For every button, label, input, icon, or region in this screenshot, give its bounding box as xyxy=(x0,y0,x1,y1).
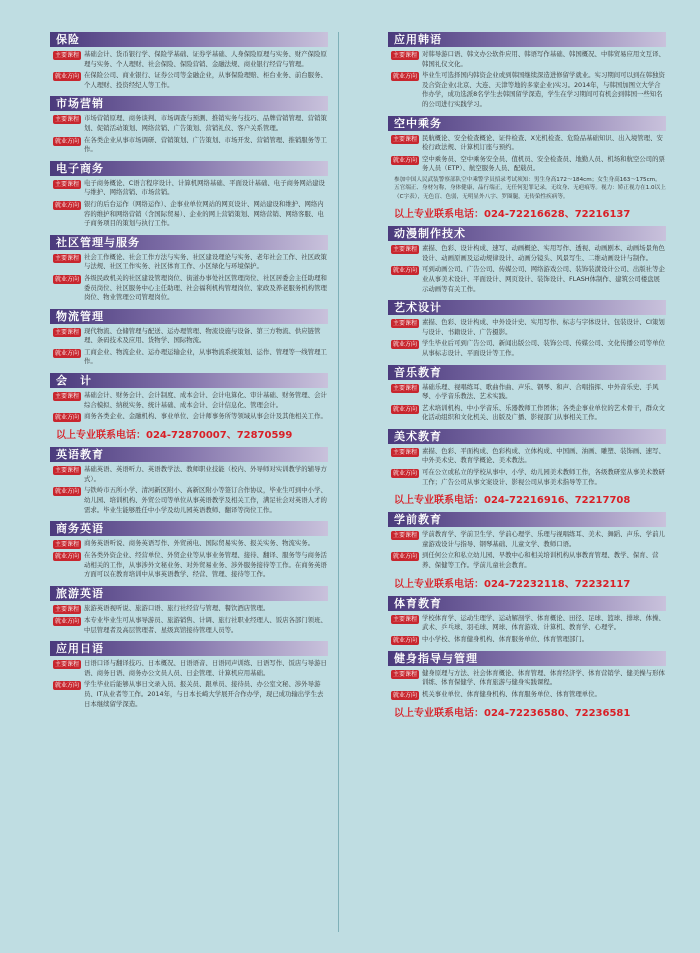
course-text: 素描、色彩、设计构成、中外设计史、实用写作、标志与字体设计、包装设计、CI策划与设计、书籍设计、广告摄影。 xyxy=(422,318,665,336)
course-text: 素描、色彩、设计构成、速写、动画概论、实用写作、透视、动画剧本、动画场景角色设计、动画原画及运动规律设计、动画分镜头、风景写生、二维动画设计与制作。 xyxy=(422,244,665,262)
career-tag: 就业方向 xyxy=(55,275,80,283)
course-row xyxy=(50,114,328,133)
career-tag: 就业方向 xyxy=(393,267,418,275)
course-row xyxy=(50,391,328,410)
program-title: 旅游英语 xyxy=(50,586,328,601)
program-section xyxy=(388,116,666,221)
career-row xyxy=(50,71,328,90)
course-tag: 主要课程 xyxy=(55,467,80,475)
course-row xyxy=(50,539,328,549)
career-tag: 就业方向 xyxy=(55,553,80,561)
program-section xyxy=(50,373,328,441)
career-row xyxy=(388,265,666,294)
program-section xyxy=(50,161,328,229)
course-text: 学校体育学、运动生理学、运动解剖学、体育概论、田径、足球、篮球、排球、体操、武术、乒乓球、羽毛球、网球、体育游戏、计算机、教育学、心理学。 xyxy=(422,613,665,632)
career-tag: 就业方向 xyxy=(55,414,80,422)
course-text: 民航概论、安全检查概论、证件检查、X光机检查、危险品基础知识、出入境管理、安检行政法规、计算机订座与预约。 xyxy=(422,133,663,152)
program-section xyxy=(388,512,666,589)
course-text: 现代物流、仓储管理与配送、运办理管理、物流设施与设备、第三方物流、供应链管理、条码技术及应用、货物学、国际物流。 xyxy=(84,326,321,345)
course-row xyxy=(388,614,666,633)
career-row xyxy=(388,71,666,109)
career-text: 到任何公立和私立幼儿园、早教中心和相关培训机构从事教育管理、教学、保育、营养、保健等工作。学前儿童社会教育。 xyxy=(422,551,659,570)
course-row xyxy=(388,318,666,337)
program-title: 英语教育 xyxy=(50,447,328,462)
career-text: 空中乘务员、空中乘务安全员、值机员、安全检查员、地勤人员、机场和航空公司的票务人员（ETP）、航空服务人员、配载员。 xyxy=(422,154,665,173)
career-tag: 就业方向 xyxy=(55,349,80,357)
career-text: 在保险公司、商业银行、证券公司等金融企业，从事保险理赔、柜台业务、前台服务、个人理财、投资经纪人等工作。 xyxy=(84,71,327,89)
program-section xyxy=(388,32,666,110)
career-text: 可到动画公司、广告公司、传媒公司、网络游戏公司、装饰装潢设计公司、出版社等企业从事美术设计、平面设计、网页设计、装饰设计、FLASH体制作、建筑公司楼盘展示动画等有关工作。 xyxy=(422,265,665,293)
course-row xyxy=(388,244,666,263)
course-text: 素描、色彩、平面构成、色彩构成、立体构成、中国画、油画、雕塑、装饰画、速写、中外美术史、教育学概论、美术教法。 xyxy=(422,446,665,465)
course-text: 基础英语、英语听力、英语教学法、教师职业技能（校内、外导师对实训教学的辅导方式）。 xyxy=(84,465,327,483)
career-row xyxy=(50,680,328,709)
course-tag: 主要课程 xyxy=(393,320,418,328)
career-row xyxy=(50,348,328,367)
course-tag: 主要课程 xyxy=(55,180,80,188)
career-tag: 就业方向 xyxy=(393,341,418,349)
contact-phone-number: 024-72216916、72217708 xyxy=(484,495,631,507)
course-tag: 主要课程 xyxy=(55,52,80,59)
course-text: 电子商务概论、C语言程序设计、计算机网络基础、平面设计基础、电子商务网站建设与维护、网络营销、市场营销。 xyxy=(84,178,325,197)
course-text: 基础会计、财务会计、会计制度、成本会计、会计电算化、审计基础、财务管理、会计综合模拟、纳税实务、统计基础、成本会计、会计信息化、管理会计。 xyxy=(84,391,327,409)
career-text: 银行的后台运作（网络运作）、企事业单位网站的网页设计、网站建设和维护、网络内容的维护和网络营销（含国际贸易）、企业的网上营销策划、网络营销、网络客服、电子商务项目的策划与执行工作。 xyxy=(84,199,324,228)
program-title: 市场营销 xyxy=(50,96,328,111)
career-row xyxy=(50,616,328,635)
program-section xyxy=(50,32,328,90)
contact-phone xyxy=(56,426,328,441)
course-row xyxy=(50,327,328,346)
course-tag: 主要课程 xyxy=(393,615,418,623)
program-title: 社区管理与服务 xyxy=(50,235,328,250)
course-tag: 主要课程 xyxy=(393,246,418,254)
program-title: 商务英语 xyxy=(50,521,328,536)
course-row xyxy=(50,50,328,69)
course-tag: 主要课程 xyxy=(55,328,80,336)
admission-note: 参加中国人民武装警察部队空中乘警学员招录考试须知：男生身高172～184cm；女生身高163～175cm。五官端正、身材匀称，身体健康，品行端正，无任何犯罪记录，无纹身、无疤痕等。视力：矫正视力在1.0以上（C字表），无色盲、色弱，无明显外八字、罗圈腿，无传染性疾病等。 xyxy=(394,176,666,200)
career-tag: 就业方向 xyxy=(393,636,418,644)
career-row xyxy=(388,690,666,700)
program-section xyxy=(388,226,666,294)
course-text: 对韩导游口语、韩文办公软件应用、韩语写作基础、韩国概况、中韩贸易应用文互译、韩国礼仪文化。 xyxy=(422,50,665,68)
course-text: 学前教育学、学前卫生学、学前心理学、乐理与视唱练耳、美术、舞蹈、声乐、学前儿童游戏设计与指导、钢琴基础、儿童文学、教师口语。 xyxy=(422,530,665,548)
contact-phone xyxy=(394,491,666,506)
course-tag: 主要课程 xyxy=(393,384,418,392)
course-row xyxy=(50,659,328,678)
course-text: 社会工作概论、社会工作方法与实务、社区建设理论与实务、老年社会工作、社区政策与法规、社区工作实务、社区体育工作、小区绿化与环境保护。 xyxy=(84,252,327,271)
contact-phone-label: 以上专业联系电话： xyxy=(394,495,484,507)
contact-phone-label: 以上专业联系电话： xyxy=(394,578,484,590)
course-text: 健身原理与方法、社会体育概论、体育管理、体育经济学、体育营销学、健美操与形体训练、体育保健学、体育旅游与健身实践课程。 xyxy=(422,668,665,687)
career-text: 毕业生可选择国内韩资企业或到韩国继续深造进修留学就业。实习期间可以到在韩独资及合资企业(北京、大连、天津等地的多家企业)实习。2014年，与韩国加图立大学合作办学，成功选派8名学生去韩国留学深造，学生在学习期间可有机会到韩国一些知名的公司进行实践学习。 xyxy=(422,71,665,108)
career-text: 与铁岭市五所小学、清河新区附小、高新区附小等签订合作协议，毕业生可到中小学、幼儿园、培训机构、外贸公司等单位从事英语教学及相关工作，满足社会对英语人才的需求。毕业生能够胜任中小学及幼儿园英语教师、翻译等岗位工作。 xyxy=(84,486,327,514)
program-section xyxy=(50,309,328,367)
career-tag: 就业方向 xyxy=(55,201,80,209)
contact-phone-number: 024-72216628、72216137 xyxy=(484,209,631,221)
career-row xyxy=(388,468,666,487)
career-tag: 就业方向 xyxy=(55,682,80,690)
contact-phone xyxy=(394,704,666,719)
career-row xyxy=(388,404,666,423)
course-tag: 主要课程 xyxy=(55,661,80,669)
career-row xyxy=(50,274,328,303)
career-text: 商务各类企业、金融机构、事业单位、会计师事务所等领域从事会计及其他相关工作。 xyxy=(84,412,327,421)
program-section xyxy=(388,429,666,506)
program-title: 美术教育 xyxy=(388,429,666,444)
career-tag: 就业方向 xyxy=(55,73,80,81)
course-row xyxy=(50,253,328,272)
career-tag: 就业方向 xyxy=(393,156,418,164)
career-row xyxy=(50,200,328,229)
program-section xyxy=(50,235,328,303)
career-text: 机关事业单位、体育健身机构、体育服务单位、体育管理单位。 xyxy=(422,690,601,698)
column-divider xyxy=(338,32,339,932)
career-text: 本专业毕业生可从事导游员、旅游销售、计调、旅行社职业经理人、饭店各部门领班、中层管理者及高层管理者、星级宾馆接待管理人员等。 xyxy=(84,616,327,634)
career-row xyxy=(388,155,666,174)
course-text: 日语口译与翻译技巧、日本概况、日语语音、日语同声训练、日语写作、饭店与导游日语、商务日语、商务办公文员人员、日企管理、计算机应用基础。 xyxy=(84,659,327,677)
contact-phone xyxy=(394,575,666,590)
course-row xyxy=(50,604,328,614)
contact-phone xyxy=(394,205,666,220)
career-text: 可在公立或私立的学校从事中、小学、幼儿园美术教师工作，各级教研室从事美术教研工作；广告公司从事文案设计、影视公司从事美术指导等工作。 xyxy=(422,468,665,486)
career-tag: 就业方向 xyxy=(393,73,418,81)
course-tag: 主要课程 xyxy=(393,135,418,143)
program-section xyxy=(50,641,328,709)
course-tag: 主要课程 xyxy=(393,670,418,678)
program-title: 空中乘务 xyxy=(388,116,666,131)
course-tag: 主要课程 xyxy=(55,393,80,401)
course-tag: 主要课程 xyxy=(393,448,418,456)
contact-phone-label: 以上专业联系电话： xyxy=(56,430,146,442)
left-column xyxy=(50,32,328,715)
program-title: 应用日语 xyxy=(50,641,328,656)
career-text: 各级民政机关的社区建设管理岗位、街道办事处社区管理岗位、社区居委会主任助理和委员岗位、社区服务中心主任助理、社会福利机构管理岗位、家政及养老服务机构管理岗位、物业管理公司管理岗位。 xyxy=(84,273,327,302)
course-text: 市场营销原理、商务谈判、市场调查与预测、推销实务与技巧、品牌营销管理、营销策划、促销活动策划、网络营销、广告策划、营销礼仪、客户关系管理。 xyxy=(84,114,327,132)
career-text: 艺术培训机构、中小学音乐、乐器教师工作团体；各类企事业单位的艺术骨干，群众文化活动组织和文化机关、出版及广播、影视部门从事相关工作。 xyxy=(422,403,665,422)
career-text: 中小学校、体育健身机构、体育服务单位、体育管理部门。 xyxy=(422,634,589,643)
course-tag: 主要课程 xyxy=(393,52,418,59)
course-row xyxy=(388,669,666,688)
course-tag: 主要课程 xyxy=(55,116,80,124)
contact-phone-number: 024-72232118、72232117 xyxy=(484,578,631,590)
course-row xyxy=(388,383,666,402)
program-section xyxy=(388,651,666,719)
program-title: 学前教育 xyxy=(388,512,666,527)
program-title: 艺术设计 xyxy=(388,300,666,315)
program-title: 物流管理 xyxy=(50,309,328,324)
program-title: 动漫制作技术 xyxy=(388,226,666,241)
career-tag: 就业方向 xyxy=(55,618,80,625)
right-column xyxy=(388,32,666,725)
career-text: 学生毕业后可到广告公司、新闻出版公司、装饰公司、传媒公司、文化传播公司等单位从事标志设计、平面设计等工作。 xyxy=(422,339,665,357)
career-row xyxy=(50,551,328,580)
career-row xyxy=(388,339,666,358)
course-text: 基础会计、货币银行学、保险学基础、证券学基础、人身保险原理与实务、财产保险原理与实务、个人理财、社会保险、保险营销、金融法规、商业银行经营与管理。 xyxy=(84,50,327,68)
program-section xyxy=(388,596,666,645)
course-row xyxy=(388,447,666,466)
career-text: 在各类外资企业、经营单位、外贸企业等从事业务管理、接待、翻译、服务等与商务活动相关的工作，从事涉外文秘业务、对外贸易业务、涉外服务接待等工作。在商务英语方面可以在教育培训中从事英语教学、经营、管理、接待等工作。 xyxy=(84,551,327,579)
program-title: 体育教育 xyxy=(388,596,666,611)
program-title: 健身指导与管理 xyxy=(388,651,666,666)
career-text: 在各类企业从事市场调研、营销策划、广告策划、市场开发、营销管理、推销服务等工作。 xyxy=(84,135,327,154)
course-text: 旅游英语视听说、旅游口语、旅行社经营与管理、餐饮酒店管理。 xyxy=(84,604,270,612)
program-section xyxy=(50,586,328,635)
course-tag: 主要课程 xyxy=(55,541,80,549)
career-tag: 就业方向 xyxy=(393,692,418,699)
course-text: 商务英语听说、商务英语写作、外贸函电、国际贸易实务、报关实务、物流实务。 xyxy=(84,539,315,548)
program-section xyxy=(50,521,328,580)
career-row xyxy=(388,635,666,645)
career-row xyxy=(50,136,328,155)
contact-phone-label: 以上专业联系电话： xyxy=(394,708,484,719)
career-row xyxy=(50,412,328,422)
contact-phone-number: 024-72236580、72236581 xyxy=(484,708,631,719)
program-title: 保险 xyxy=(50,32,328,47)
course-text: 基础乐理、视唱练耳、歌曲作曲、声乐、钢琴、和声、合唱指挥、中外音乐史、手风琴、小学音乐教法、艺术实践。 xyxy=(422,382,659,401)
program-section xyxy=(50,96,328,154)
program-section xyxy=(388,365,666,423)
course-row xyxy=(388,530,666,549)
career-tag: 就业方向 xyxy=(55,137,80,145)
program-section xyxy=(388,300,666,358)
career-tag: 就业方向 xyxy=(393,470,418,478)
course-tag: 主要课程 xyxy=(393,532,418,540)
contact-phone-number: 024-72870007、72870599 xyxy=(146,430,293,442)
course-row xyxy=(50,179,328,198)
career-text: 工商企业、物流企业、运办理运输企业，从事物流系统策划、运作、管理等一线管理工作。 xyxy=(84,347,327,366)
program-title: 电子商务 xyxy=(50,161,328,176)
course-row xyxy=(50,465,328,484)
career-tag: 就业方向 xyxy=(393,553,418,561)
career-text: 学生毕业后能够从事日文录入员、报关员、跟单员、接待员、办公室文秘、涉外导游员、IT从业者等工作。2014年，与日本长崎大学展开合作办学，现已成功输出学生去日本继续留学深造。 xyxy=(84,680,324,708)
course-tag: 主要课程 xyxy=(55,254,80,262)
course-tag: 主要课程 xyxy=(55,606,80,613)
contact-phone-label: 以上专业联系电话： xyxy=(394,209,484,221)
program-section xyxy=(50,447,328,515)
course-row xyxy=(388,134,666,153)
program-title: 应用韩语 xyxy=(388,32,666,47)
career-tag: 就业方向 xyxy=(393,405,418,413)
career-row xyxy=(50,486,328,515)
program-title: 音乐教育 xyxy=(388,365,666,380)
career-row xyxy=(388,551,666,570)
program-title: 会 计 xyxy=(50,373,328,388)
career-tag: 就业方向 xyxy=(55,488,80,496)
course-row xyxy=(388,50,666,69)
